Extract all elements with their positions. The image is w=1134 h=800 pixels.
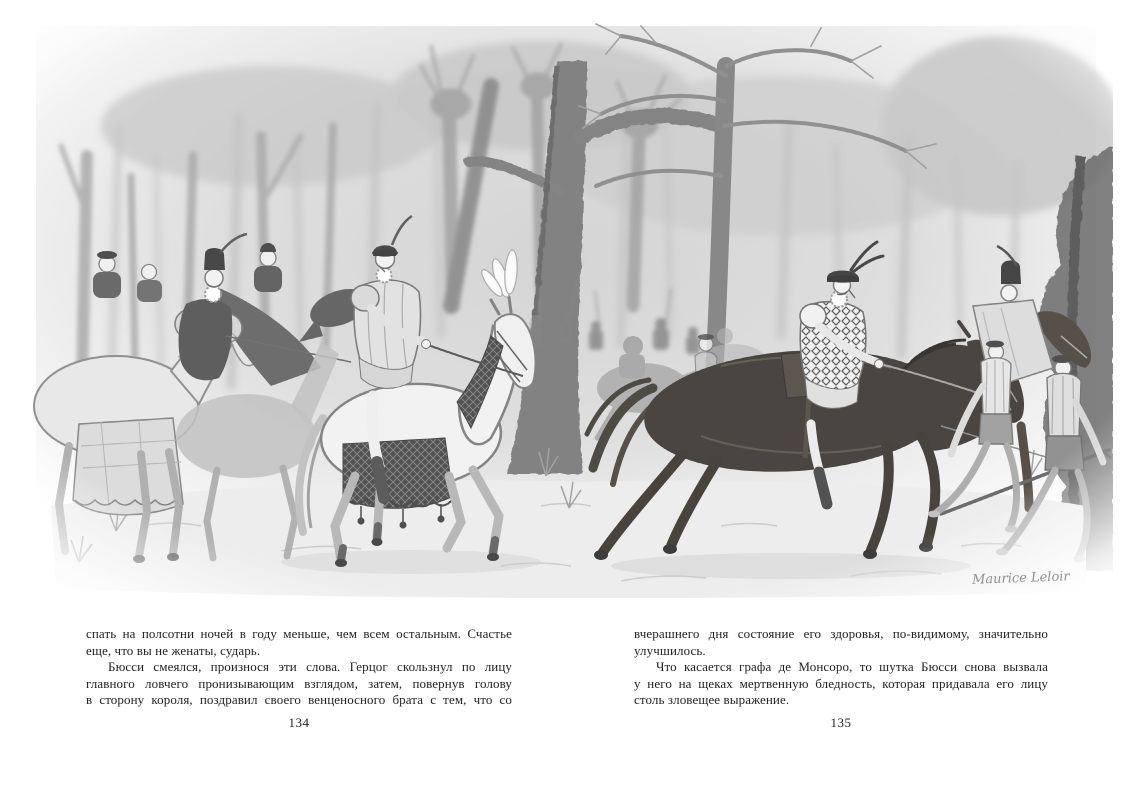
text-line: вчерашнего дня состояние его здоровья, по-видимому, значительно: [634, 626, 1048, 641]
text-line: у него на щеках мертвенную бледность, которая придавала его лицу: [634, 675, 1048, 691]
engraving-svg: [21, 6, 1113, 604]
text-line: в сторону короля, поздравил своего венценосного брата с тем, что со: [86, 692, 512, 708]
text-line: спать на полсотни ночей в году меньше, чем всем остальным. Счастье: [86, 626, 512, 641]
text-line: столь зловещее выражение.: [634, 692, 790, 708]
text-line: Что касается графа де Монсоро, то шутка Бюсси снова вызвала: [656, 659, 1048, 675]
text-line: Бюсси смеялся, произнося эти слова. Герцог скользнул по лицу: [108, 659, 512, 675]
page-right: [634, 626, 1048, 731]
page-number-left: 134: [288, 714, 310, 730]
page-number-right: 135: [830, 714, 852, 730]
illustrator-signature: Maurice Leloir: [971, 569, 1070, 588]
text-line: еще, что вы не женаты, сударь.: [86, 642, 261, 658]
text-line: улучшилось.: [634, 642, 706, 658]
vignette: [21, 6, 1113, 604]
text-line: главного ловчего пронизывающим взглядом, затем, повернув голову: [86, 675, 512, 691]
page-left: [86, 626, 512, 731]
engraving-illustration: [21, 6, 1113, 604]
